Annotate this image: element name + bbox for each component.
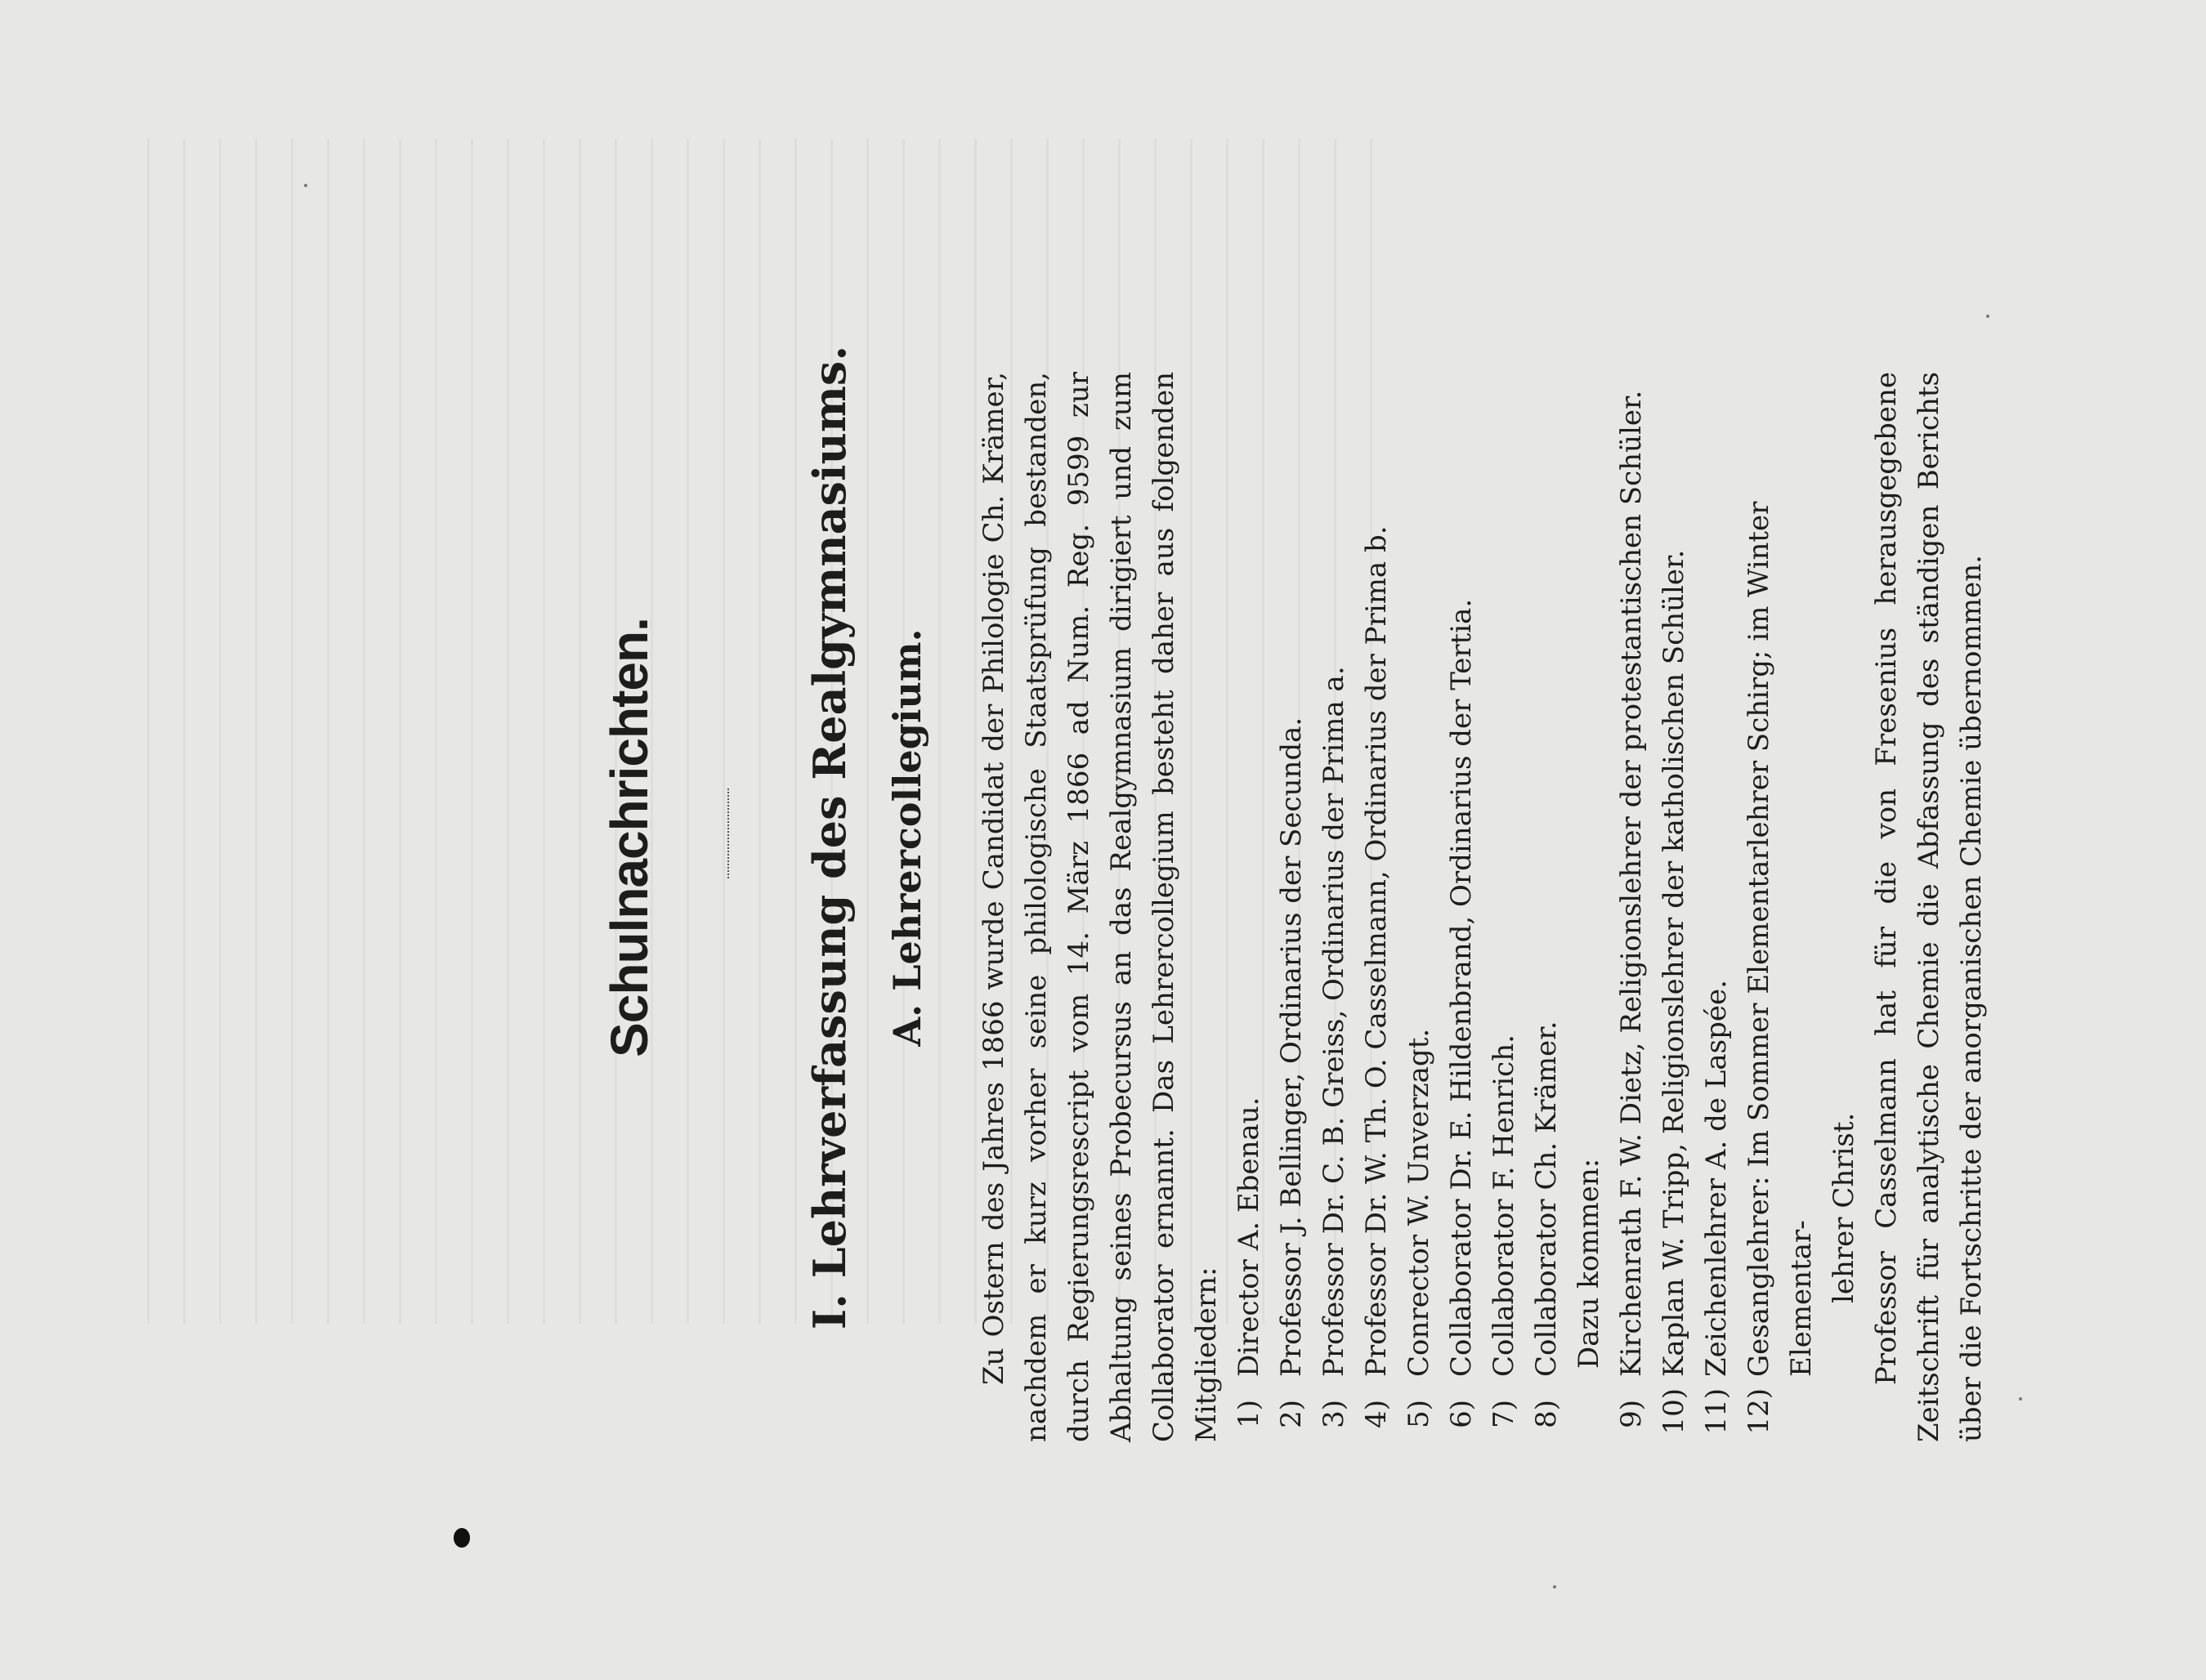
list-item xyxy=(1653,372,1695,1442)
paper-speck xyxy=(2019,1397,2022,1401)
item-text: Collaborator F. Henrich. xyxy=(1488,1034,1520,1377)
list-item xyxy=(1398,372,1440,1442)
item-number: 4) xyxy=(1360,1400,1393,1428)
item-text: Collaborator Dr. E. Hildenbrand, Ordinarius der Tertia. xyxy=(1445,598,1478,1377)
list-continuation: lehrer Christ. xyxy=(1828,1112,1860,1303)
list-item xyxy=(1483,372,1525,1442)
dotted-divider xyxy=(727,789,729,878)
additional-list xyxy=(1610,372,1823,1442)
item-number: 6) xyxy=(1445,1400,1478,1428)
item-number: 2) xyxy=(1275,1400,1308,1428)
section-heading: I. Lehrverfassung des Realgymnasiums. xyxy=(803,345,856,1330)
item-number: 3) xyxy=(1318,1400,1350,1428)
intro-paragraph: Zu Ostern des Jahres 1866 wurde Candidat der Philologie Ch. Krämer, nachdem er kurz vorher seine philologische Staatsprüfung bestanden, durch Regierungsrescript vom 14. März 1866 ad Num. Reg. 9599 zur Abhaltung seines Probecursus an das Realgymnasium dirigiert und zum Collaborator ernannt. Das Lehrercollegium besteht daher aus folgenden Mitgliedern: xyxy=(978,372,1223,1442)
item-text: Professor Dr. C. B. Greiss, Ordinarius der Prima a. xyxy=(1318,666,1350,1377)
item-text: Collaborator Ch. Krämer. xyxy=(1530,1021,1563,1377)
item-text: Kaplan W. Tripp, Religionslehrer der katholischen Schüler. xyxy=(1658,549,1690,1377)
item-text: Professor Dr. W. Th. O. Casselmann, Ordinarius der Prima b. xyxy=(1360,525,1393,1377)
paper-speck xyxy=(1553,1585,1556,1588)
page-title: Schulnachrichten. xyxy=(600,618,659,1057)
item-text: Zeichenlehrer A. de Laspée. xyxy=(1700,980,1733,1377)
list-item xyxy=(1440,372,1483,1442)
document-body xyxy=(973,372,1993,1442)
paper-speck xyxy=(304,184,307,187)
dazu-kommen-label: Dazu kommen: xyxy=(1573,1158,1605,1369)
item-text: Gesanglehrer: Im Sommer Elementarlehrer Schirg; im Winter Elementar- xyxy=(1743,501,1818,1377)
list-item xyxy=(1228,372,1270,1442)
item-number: 1) xyxy=(1233,1400,1265,1428)
closing-paragraph: Professor Casselmann hat für die von Fresenius herausgegebene Zeitschrift für analytische Chemie die Abfassung des ständigen Berichts über die Fortschritte der anorganischen Chemie übernommen. xyxy=(1870,372,1988,1442)
list-item xyxy=(1355,372,1398,1442)
item-number: 10) xyxy=(1658,1388,1690,1435)
list-item xyxy=(1610,372,1653,1442)
list-item xyxy=(1695,372,1738,1442)
item-number: 8) xyxy=(1530,1400,1563,1428)
item-number: 7) xyxy=(1488,1400,1520,1428)
item-text: Kirchenrath F. W. Dietz, Religionslehrer der protestantischen Schüler. xyxy=(1615,390,1648,1377)
item-number: 12) xyxy=(1743,1388,1775,1435)
item-number: 9) xyxy=(1615,1400,1648,1428)
list-item xyxy=(1270,372,1313,1442)
item-text: Conrector W. Unverzagt. xyxy=(1403,1028,1435,1377)
item-number: 11) xyxy=(1700,1388,1733,1435)
list-item xyxy=(1525,372,1568,1442)
item-number: 5) xyxy=(1403,1400,1435,1428)
item-text: Director A. Ebenau. xyxy=(1233,1097,1265,1377)
list-item xyxy=(1313,372,1355,1442)
item-text: Professor J. Bellinger, Ordinarius der Secunda. xyxy=(1275,717,1308,1377)
subsection-heading: A. Lehrercollegium. xyxy=(885,628,929,1047)
paper-speck xyxy=(1986,315,1989,318)
member-list xyxy=(1228,372,1568,1442)
list-item xyxy=(1738,372,1823,1442)
rotated-document xyxy=(433,94,1986,1581)
